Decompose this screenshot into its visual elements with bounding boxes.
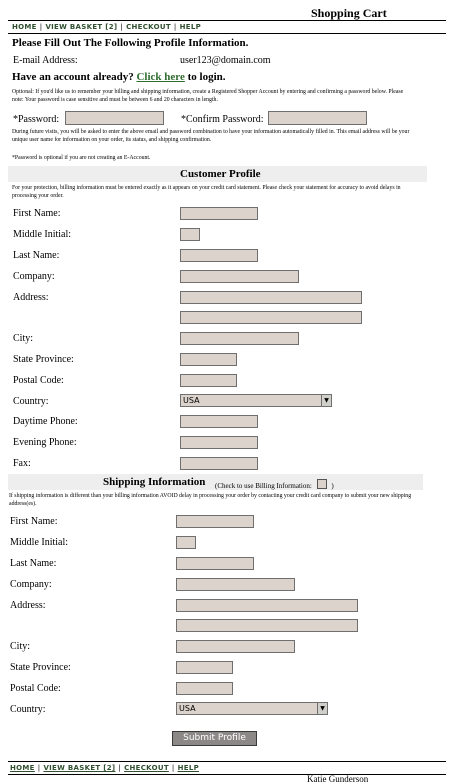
nav-basket-link[interactable]: VIEW BASKET [2]	[45, 23, 118, 31]
ship-country-label: Country:	[10, 704, 46, 715]
ship-company-input[interactable]	[176, 578, 295, 591]
confirm-password-label: *Confirm Password:	[181, 114, 264, 125]
daytime-phone-label: Daytime Phone:	[13, 416, 78, 427]
nav-checkout-link[interactable]: CHECKOUT	[124, 764, 169, 772]
ship-first-name-label: First Name:	[10, 516, 58, 527]
nav-separator: |	[118, 764, 122, 772]
shipping-heading: Shipping Information	[103, 476, 206, 488]
postal-code-input[interactable]	[180, 374, 237, 387]
daytime-phone-input[interactable]	[180, 415, 258, 428]
use-billing-checkbox[interactable]	[317, 479, 327, 489]
nav-separator: |	[171, 764, 175, 772]
password-label: *Password:	[13, 114, 60, 125]
nav-checkout-link[interactable]: CHECKOUT	[126, 23, 171, 31]
middle-initial-input[interactable]	[180, 228, 200, 241]
ship-company-label: Company:	[10, 579, 52, 590]
nav-basket-link[interactable]: VIEW BASKET [2]	[43, 764, 116, 772]
nav-separator: |	[37, 764, 41, 772]
account-prompt-text: Have an account already?	[12, 71, 134, 83]
ship-last-name-label: Last Name:	[10, 558, 57, 569]
divider	[8, 761, 446, 762]
state-input[interactable]	[180, 353, 237, 366]
email-label: E-mail Address:	[13, 55, 78, 66]
first-name-input[interactable]	[180, 207, 258, 220]
nav-home-link[interactable]: HOME	[12, 23, 37, 31]
login-link[interactable]: Click here	[136, 71, 185, 83]
account-prompt-suffix: to login.	[187, 71, 226, 83]
ship-postal-code-input[interactable]	[176, 682, 233, 695]
company-label: Company:	[13, 271, 55, 282]
divider	[8, 774, 446, 775]
divider	[8, 33, 446, 34]
customer-profile-heading: Customer Profile	[180, 168, 261, 180]
ship-middle-initial-input[interactable]	[176, 536, 196, 549]
nav-help-link[interactable]: HELP	[179, 23, 202, 31]
ship-state-input[interactable]	[176, 661, 233, 674]
country-select[interactable]	[180, 394, 332, 407]
shipping-note: If shipping information is different than your billing information AVOID delay in processing your order by contacting your credit card company to submit your new shipping address(es).	[9, 493, 412, 507]
password-input[interactable]	[65, 111, 164, 125]
state-label: State Province:	[13, 354, 74, 365]
email-value: user123@domain.com	[180, 55, 271, 66]
ship-postal-code-label: Postal Code:	[10, 683, 61, 694]
middle-initial-label: Middle Initial:	[13, 229, 72, 240]
use-billing-note-close: )	[331, 482, 334, 490]
evening-phone-input[interactable]	[180, 436, 258, 449]
ship-city-input[interactable]	[176, 640, 295, 653]
confirm-password-input[interactable]	[268, 111, 367, 125]
ship-address-line1-input[interactable]	[176, 599, 358, 612]
ship-state-label: State Province:	[10, 662, 71, 673]
last-name-input[interactable]	[180, 249, 258, 262]
use-billing-note-text: (Check to use Billing Information:	[215, 482, 312, 490]
ship-address-line2-input[interactable]	[176, 619, 358, 632]
address-label: Address:	[13, 292, 49, 303]
profile-heading: Please Fill Out The Following Profile Information.	[12, 37, 249, 49]
chevron-down-icon[interactable]: ▼	[317, 703, 327, 714]
top-nav	[12, 23, 201, 31]
last-name-label: Last Name:	[13, 250, 60, 261]
future-note: During future visits, you will be asked to enter the above email and password combination to have your information automatically filled in. This email address will be your unique user name for information on your order, its status, and shipping confirmation.	[12, 129, 410, 143]
fax-input[interactable]	[180, 457, 258, 470]
country-select-value: USA	[183, 396, 200, 405]
bottom-nav	[10, 764, 199, 772]
nav-separator: |	[39, 23, 43, 31]
evening-phone-label: Evening Phone:	[13, 437, 77, 448]
account-prompt	[12, 71, 226, 83]
company-input[interactable]	[180, 270, 299, 283]
chevron-down-icon[interactable]: ▼	[321, 395, 331, 406]
page-title: Shopping Cart	[311, 6, 387, 20]
ship-first-name-input[interactable]	[176, 515, 254, 528]
footer-name: Katie Gunderson	[307, 774, 369, 784]
nav-separator: |	[120, 23, 124, 31]
ship-middle-initial-label: Middle Initial:	[10, 537, 69, 548]
divider	[8, 20, 446, 21]
address-line2-input[interactable]	[180, 311, 362, 324]
ship-country-select[interactable]	[176, 702, 328, 715]
first-name-label: First Name:	[13, 208, 61, 219]
nav-help-link[interactable]: HELP	[177, 764, 200, 772]
ship-country-select-value: USA	[179, 704, 196, 713]
submit-profile-button[interactable]: Submit Profile	[172, 731, 257, 746]
use-billing-note	[215, 479, 334, 490]
nav-separator: |	[173, 23, 177, 31]
city-label: City:	[13, 333, 34, 344]
ship-address-label: Address:	[10, 600, 46, 611]
password-optional-note: *Password is optional if you are not creating an E-Account.	[12, 155, 151, 161]
optional-note: Optional: If you'd like us to remember your billing and shipping information, create a Registered Shopper Account by entering and confirming a password below. Please note: Your password is case sensitive and must be between 6 and 20 characters in length.	[12, 89, 404, 103]
ship-last-name-input[interactable]	[176, 557, 254, 570]
country-label: Country:	[13, 396, 49, 407]
address-line1-input[interactable]	[180, 291, 362, 304]
ship-city-label: City:	[10, 641, 31, 652]
postal-code-label: Postal Code:	[13, 375, 64, 386]
nav-home-link[interactable]: HOME	[10, 764, 35, 772]
fax-label: Fax:	[13, 458, 31, 469]
billing-note: For your protection, billing information must be entered exactly as it appears on your credit card statement. Please check your statement for accuracy to avoid delays in processing your order.	[12, 185, 401, 199]
city-input[interactable]	[180, 332, 299, 345]
